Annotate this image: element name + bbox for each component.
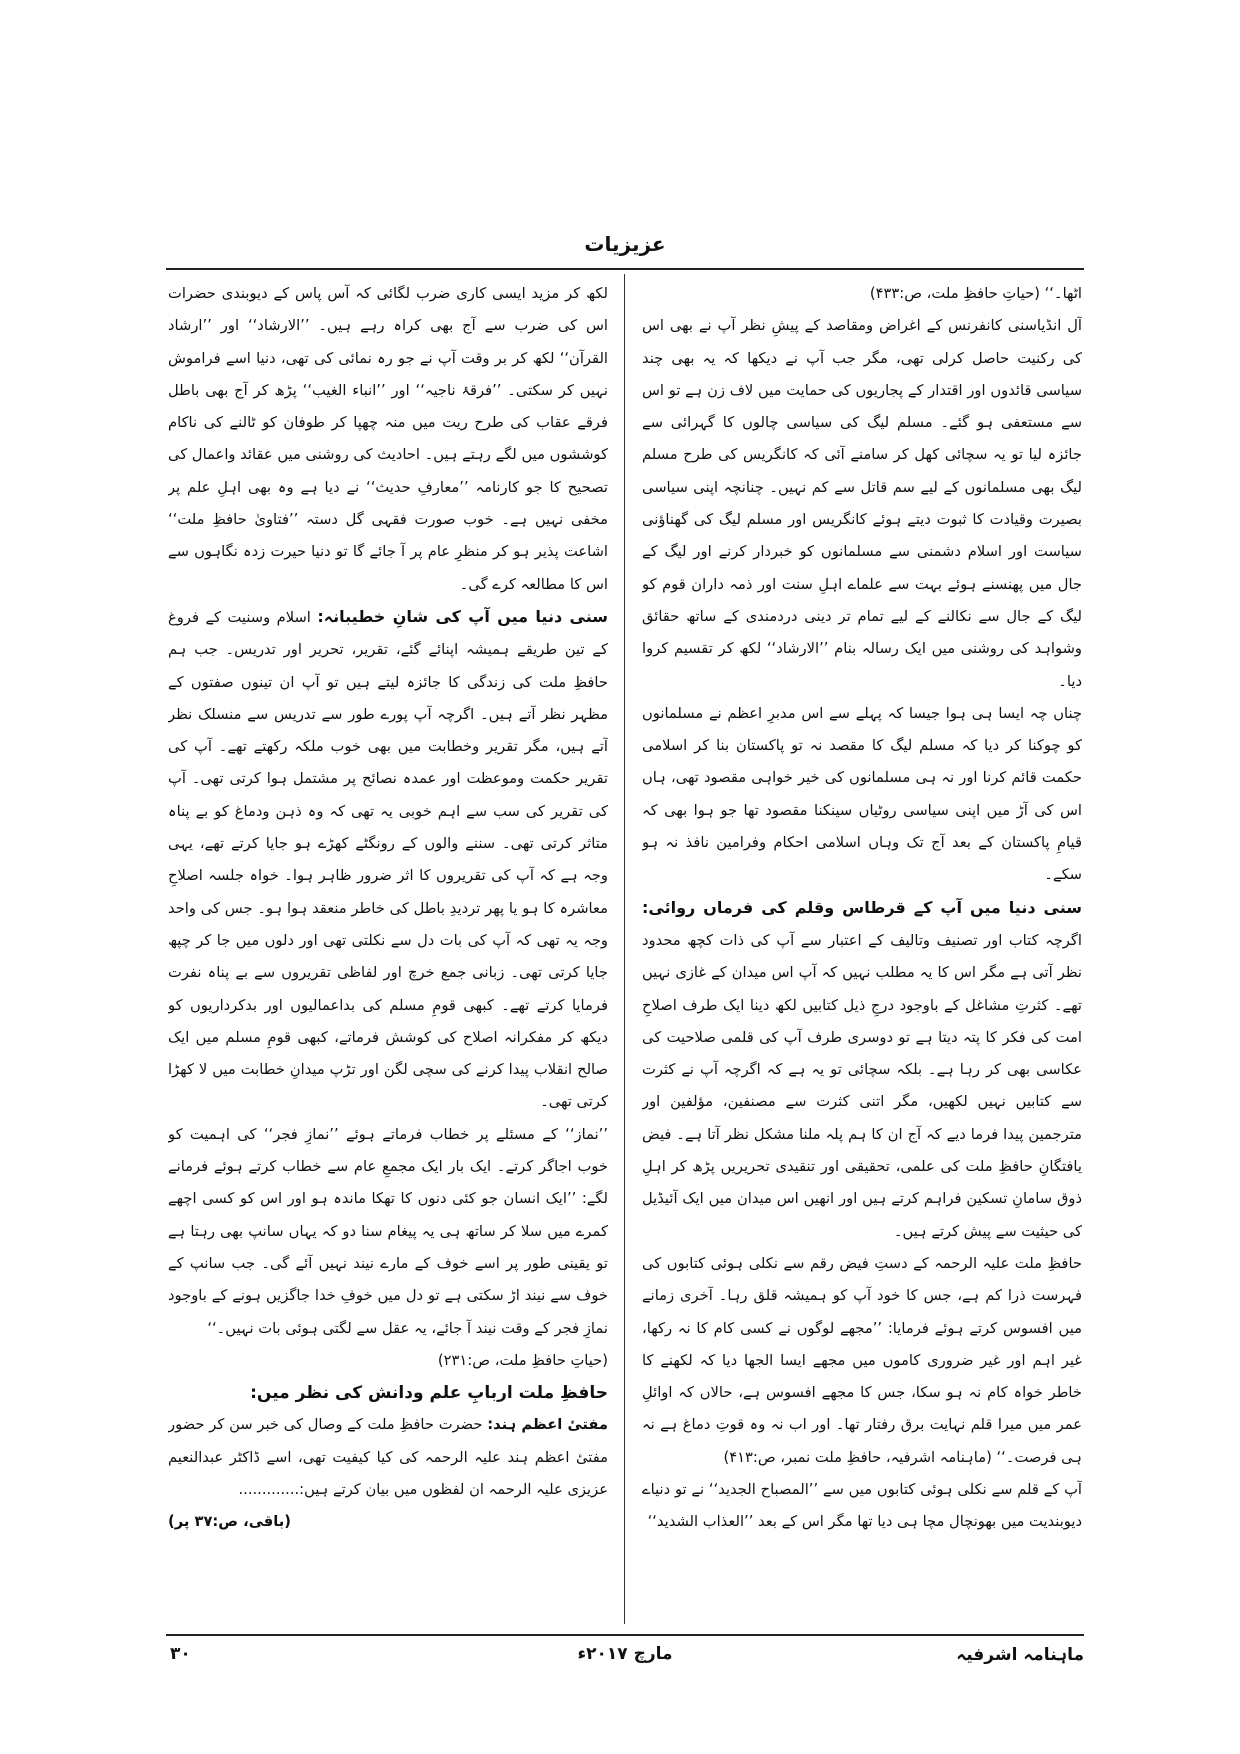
issue-date: مارچ ۲۰۱۷ء [577,1644,673,1664]
page-footer [166,1634,1084,1676]
citation: (حیاتِ حافظِ ملت، ص:۲۳۱) [437,1351,608,1369]
section-heading-text: سنی دنیا میں آپ کی شانِ خطیبانہ: [317,606,608,626]
column-divider [624,274,625,1624]
paragraph: آپ کے قلم سے نکلی ہوئی کتابوں میں سے ’’المصباح الجدید‘‘ نے تو دنیاے دیوبندیت میں بھونچال مچا ہی دیا تھا مگر اس کے بعد ’’العذاب الشدید‘‘ [642,1480,1082,1531]
paragraph: اسلام وسنیت کے فروغ کے تین طریقے ہمیشہ اپنائے گئے، تقریر، تحریر اور تدریس۔ جب ہم حافظِ ملت کی زندگی کا جائزہ لیتے ہیں تو آپ ان تینوں صفتوں کے مظہر نظر آتے ہیں۔ اگرچہ آپ پورے طور سے تدریس سے منسلک نظر آتے ہیں، مگر تقریر وخطابت میں بھی خوب ملکہ رکھتے تھے۔ آپ کی تقریر حکمت وموعظت اور عمدہ نصائح پر مشتمل ہوا کرتی تھی۔ آپ کی تقریر کی سب سے اہم خوبی یہ تھی کہ وہ ذہن ودماغ کو بے پناہ متاثر کرتی تھی۔ سننے والوں کے رونگٹے کھڑے ہو جایا کرتے تھے، یہی وجہ ہے کہ آپ کی تقریروں کا اثر ضرور ظاہر ہوا۔ خواہ جلسہ اصلاحِ معاشرہ کا ہو یا پھر تردیدِ باطل کی خاطر منعقد ہوا ہو۔ جس کی واحد وجہ یہ تھی کہ آپ کی بات دل سے نکلتی تھی اور دلوں میں جا کر چپھ جایا کرتی تھی۔ زبانی جمع خرچ اور لفاظی تقریروں سے بے پناہ نفرت فرمایا کرتے تھے۔ کبھی قومِ مسلم کی بداعمالیوں اور بدکرداریوں کو دیکھ کر مفکرانہ اصلاح کی کوشش فرماتے، کبھی قومِ مسلم میں ایک صالح انقلاب پیدا کرنے کی سچی لگن اور تڑپ میدانِ خطابت میں لا کھڑا کرتی تھی۔ [168,608,608,1111]
section-heading-text: حافظِ ملت اربابِ علم ودانش کی نظر میں: [250,1383,608,1404]
subheading-lead: مفتیٔ اعظم ہند: [487,1416,608,1434]
magazine-name: ماہنامہ اشرفیہ [956,1645,1084,1665]
continued-note: (باقی، ص:۳۷ پر) [168,1513,291,1531]
paragraph: لکھ کر مزید ایسی کاری ضرب لگائی کہ آس پاس کے دیوبندی حضرات اس کی ضرب سے آج بھی کراہ رہے ہیں۔ ’’الارشاد‘‘ اور ’’ارشاد القرآن‘‘ لکھ کر بر وقت آپ نے جو رہ نمائی کی تھی، دنیا اسے فراموش نہیں کر سکتی۔ ’’فرقۂ ناجیہ‘‘ اور ’’انباء الغیب‘‘ پڑھ کر آج بھی باطل فرقے عقاب کی طرح ریت میں منہ چھپا کر طوفان کو ٹالنے کی ناکام کوششوں میں لگے رہتے ہیں۔ احادیث کی روشنی میں عقائد واعمال کی تصحیح کا جو کارنامہ ’’معارفِ حدیث‘‘ نے دیا ہے وہ بھی اہلِ علم پر مخفی نہیں ہے۔ خوب صورت فقہی گل دستہ ’’فتاویٰ حافظِ ملت‘‘ اشاعت پذیر ہو کر منظرِ عام پر آ جائے گا تو دنیا حیرت زدہ نگاہوں سے اس کا مطالعہ کرے گی۔ [168,285,608,593]
page-number: ۳۰ [170,1644,191,1664]
paragraph: آل انڈیاسنی کانفرنس کے اغراض ومقاصد کے پیشِ نظر آپ نے بھی اس کی رکنیت حاصل کرلی تھی، مگر جب آپ نے دیکھا کہ یہ بھی چند سیاسی قائدوں اور اقتدار کے پجاریوں کی حمایت میں لاف زن ہے تو اس سے مستعفی ہو گئے۔ مسلم لیگ کی سیاسی چالوں کا گہرائی سے جائزہ لیا تو یہ سچائی کھل کر سامنے آئی کہ کانگریس کی طرح مسلم لیگ بھی مسلمانوں کے لیے سم قاتل سے کم نہیں۔ چنانچہ اپنی سیاسی بصیرت وقیادت کا ثبوت دیتے ہوئے کانگریس اور مسلم لیگ کی گھناؤنی سیاست اور اسلام دشمنی سے مسلمانوں کو خبردار کرنے اور لیگ کے جال میں پھنسنے ہوئے بہت سے علماے اہلِ سنت اور ذمہ داران قوم کو لیگ کے جال سے نکالنے کے لیے تمام تر دینی دردمندی کے ساتھ حقائق وشواہد کی روشنی میں ایک رسالہ بنام ’’الارشاد‘‘ لکھ کر تقسیم کروا دیا۔ [642,317,1082,690]
page-header [166,232,1084,270]
left-column [168,278,608,1628]
paragraph: ’’نماز‘‘ کے مسئلے پر خطاب فرماتے ہوئے ’’نمازِ فجر‘‘ کی اہمیت کو خوب اجاگر کرتے۔ ایک بار ایک مجمعِ عام سے خطاب کرتے ہوئے فرمانے لگے: ’’ایک انسان جو کئی دنوں کا تھکا ماندہ ہو اور اس کو کسی اچھے کمرے میں سلا کر ساتھ ہی یہ پیغام سنا دو کہ یہاں سانپ بھی رہتا ہے تو یقینی طور پر اسے خوف کے مارے نیند نہیں آئے گی۔ جب سانپ کے خوف سے نیند اڑ سکتی ہے تو دل میں خوفِ خدا جاگزیں ہونے کے باوجود نمازِ فجر کے وقت نیند آ جائے، یہ عقل سے لگتی ہوئی بات نہیں۔‘‘ [168,1125,608,1337]
section-heading-text: سنی دنیا میں آپ کے قرطاس وقلم کی فرماں روائی: [642,897,1082,917]
paragraph: اگرچہ کتاب اور تصنیف وتالیف کے اعتبار سے آپ کی ذات کچھ محدود نظر آتی ہے مگر اس کا یہ مطلب نہیں کہ آپ اس میدان کے غازی نہیں تھے۔ کثرتِ مشاغل کے باوجود درجِ ذیل کتابیں لکھ دینا ایک طرف اصلاحِ امت کی فکر کا پتہ دیتا ہے تو دوسری طرف آپ کی قلمی صلاحیت کی عکاسی بھی کر رہا ہے۔ بلکہ سچائی تو یہ ہے کہ اگرچہ آپ نے کثرت سے کتابیں نہیں لکھیں، مگر اتنی کثرت سے مصنفین، مؤلفین اور مترجمین پیدا فرما دیے کہ آج ان کا ہم پلہ ملنا مشکل نظر آتا ہے۔ فیض یافتگانِ حافظِ ملت کی علمی، تحقیقی اور تنقیدی تحریریں پڑھ کر اہلِ ذوق سامانِ تسکین فراہم کرتے ہیں اور انھیں اس میدان میں ایک آئیڈیل کی حیثیت سے پیش کرتے ہیں۔ [642,931,1082,1240]
right-column [642,278,1082,1628]
paragraph [168,1409,608,1506]
paragraph-text: حضرت حافظِ ملت کے وصال کی خبر سن کر حضور مفتیٔ اعظم ہند علیہ الرحمہ کی کیا کیفیت تھی، اسے ڈاکٹر عبدالنعیم عزیزی علیہ الرحمہ ان لفظوں میں بیان کرتے ہیں:............. [168,1416,608,1498]
section-heading [168,601,608,1119]
section-heading [642,892,1082,1248]
section-title: عزیزیات [584,232,666,256]
paragraph: اٹھا۔‘‘ (حیاتِ حافظِ ملت، ص:۴۳۳) [869,285,1082,302]
paragraph: حافظِ ملت علیہ الرحمہ کے دستِ فیض رقم سے نکلی ہوئی کتابوں کی فہرست ذرا کم ہے، جس کا خود آپ کو ہمیشہ قلق رہا۔ آخری زمانے میں افسوس کرتے ہوئے فرمایا: ’’مجھے لوگوں نے کسی کام کا نہ رکھا، غیر اہم اور غیر ضروری کاموں میں مجھے ایسا الجھا دیا کہ لکھنے کا خاطر خواہ کام نہ ہو سکا، جس کا مجھے افسوس ہے، حالاں کہ اوائلِ عمر میں میرا قلم نہایت برق رفتار تھا۔ اور اب نہ وہ قوتِ دماغ ہے نہ ہی فرصت۔‘‘ (ماہنامہ اشرفیہ، حافظِ ملت نمبر، ص:۴۱۳) [642,1254,1082,1466]
paragraph: چناں چہ ایسا ہی ہوا جیسا کہ پہلے سے اس مدبرِ اعظم نے مسلمانوں کو چوکنا کر دیا کہ مسلم لیگ کا مقصد نہ تو پاکستان بنا کر اسلامی حکمت قائم کرنا اور نہ ہی مسلمانوں کی خیر خواہی مقصود تھی، ہاں اس کی آڑ میں اپنی سیاسی روٹیاں سینکنا مقصود تھا جو ہوا بھی کہ قیامِ پاکستان کے بعد آج تک وہاں اسلامی احکام وفرامین نافذ نہ ہو سکے۔ [642,704,1082,884]
